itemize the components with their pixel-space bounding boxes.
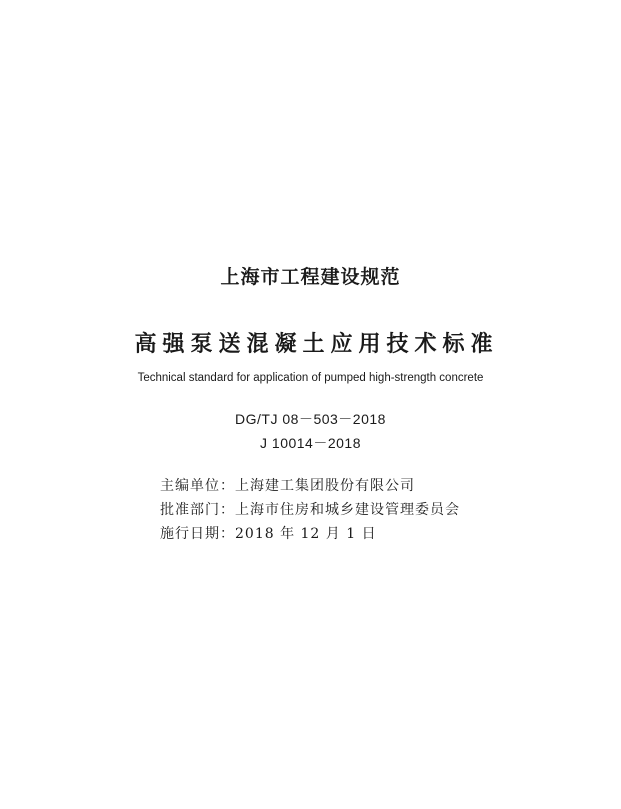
- publication-info: [160, 474, 460, 546]
- record-number: J 10014－2018: [260, 435, 361, 451]
- approving-department: 批准部门：上海市住房和城乡建设管理委员会: [160, 502, 460, 518]
- standard-series-heading: 上海市工程建设规范: [220, 266, 401, 288]
- editor-unit: 主编单位：上海建工集团股份有限公司: [160, 478, 415, 494]
- effective-date: 施行日期：2018 年 12 月 1 日: [160, 526, 377, 542]
- document-title: 高强泵送混凝土应用技术标准: [134, 332, 499, 357]
- english-title: Technical standard for application of pumped high-strength concrete: [137, 372, 484, 384]
- standard-code: DG/TJ 08－503－2018: [235, 411, 386, 427]
